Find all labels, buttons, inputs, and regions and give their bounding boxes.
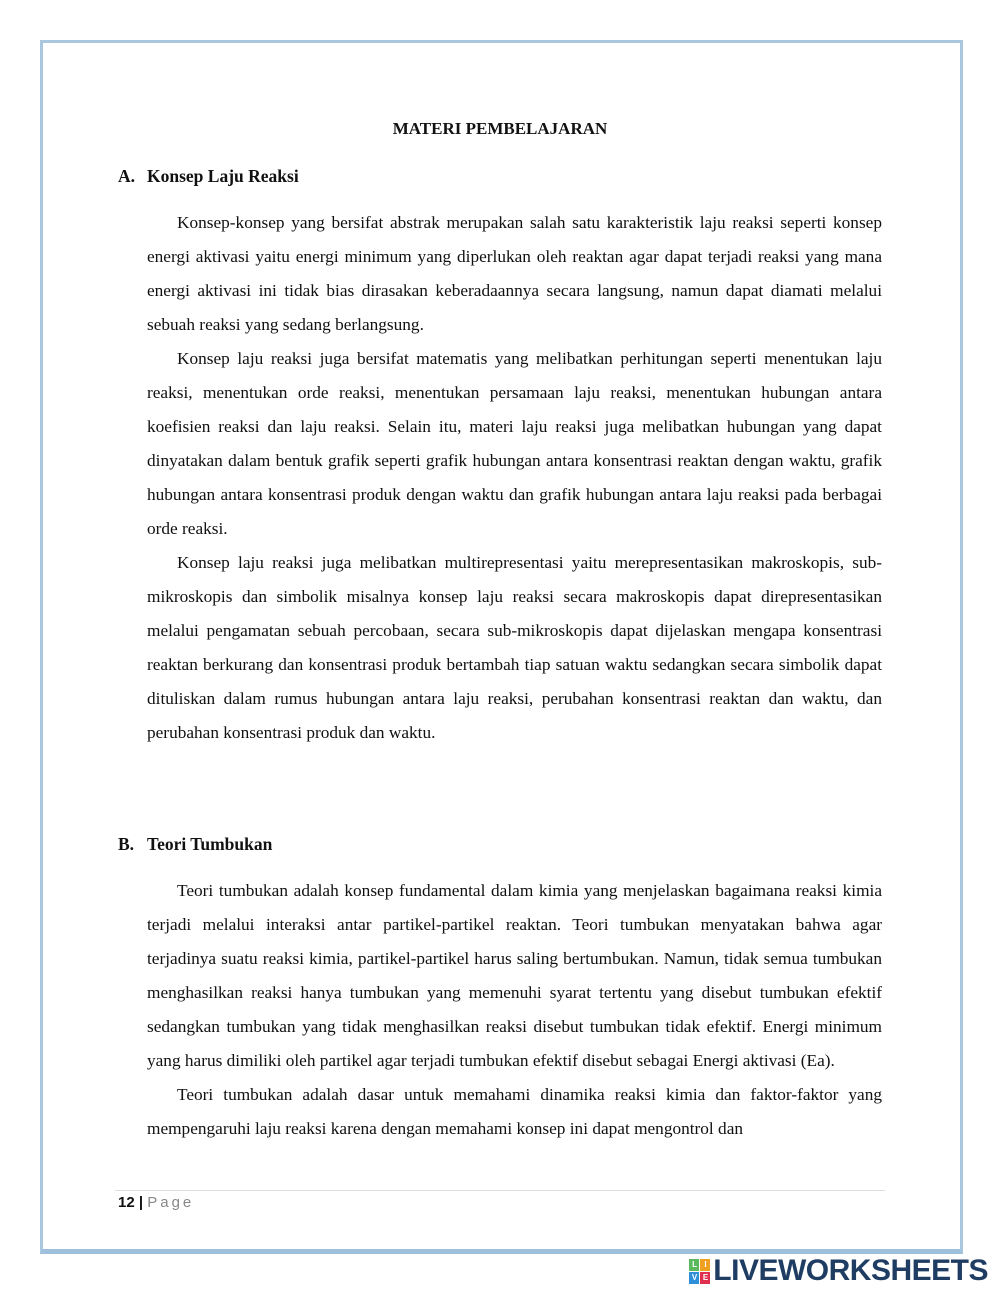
paragraph: Konsep laju reaksi juga bersifat matematis yang melibatkan perhitungan seperti menentukan laju reaksi, menentukan orde reaksi, menentukan persamaan laju reaksi, menentukan hubungan antara koefisien reaksi dan laju reaksi. Selain itu, materi laju reaksi juga melibatkan hubungan yang dapat dinyatakan dalam bentuk grafik seperti grafik hubungan antara konsentrasi reaktan dengan waktu, grafik hubungan antara konsentrasi produk dengan waktu dan grafik hubungan antara laju reaksi pada berbagai orde reaksi.: [147, 349, 882, 538]
section-a-body: [147, 206, 882, 750]
liveworksheets-logo: [689, 1254, 988, 1288]
footer-separator: |: [138, 1194, 144, 1211]
section-number: B.: [118, 834, 135, 854]
page-footer: [118, 1194, 194, 1211]
logo-letter: I: [700, 1259, 710, 1271]
logo-letter: L: [689, 1259, 699, 1271]
paragraph: Konsep-konsep yang bersifat abstrak merupakan salah satu karakteristik laju reaksi seperti konsep energi aktivasi yaitu energi minimum yang diperlukan oleh reaktan agar dapat terjadi reaksi yang mana energi aktivasi ini tidak bias dirasakan keberadaannya secara langsung, namun dapat diamati melalui sebuah reaksi yang sedang berlangsung.: [147, 213, 882, 334]
section-b-heading: [118, 834, 272, 855]
section-number: A.: [118, 166, 136, 186]
section-a-heading: [118, 166, 299, 187]
section-b-body: [147, 874, 882, 1146]
logo-letter: V: [689, 1272, 699, 1284]
logo-icon: [689, 1259, 710, 1284]
section-title: Teori Tumbukan: [147, 834, 273, 854]
paragraph: Konsep laju reaksi juga melibatkan multirepresentasi yaitu merepresentasikan makroskopis, sub-mikroskopis dan simbolik misalnya konsep laju reaksi secara makroskopis dapat direpresentasikan melalui pengamatan sebuah percobaan, secara sub-mikroskopis dapat dijelaskan mengapa konsentrasi reaktan berkurang dan konsentrasi produk bertambah tiap satuan waktu sedangkan secara simbolik dapat dituliskan dalam rumus hubungan antara laju reaksi, perubahan konsentrasi reaktan dan waktu, dan perubahan konsentrasi produk dan waktu.: [147, 553, 882, 742]
page-label: Page: [147, 1194, 195, 1211]
footer-divider: [115, 1190, 885, 1191]
page-number: 12: [118, 1194, 135, 1211]
paragraph: Teori tumbukan adalah dasar untuk memahami dinamika reaksi kimia dan faktor-faktor yang mempengaruhi laju reaksi karena dengan memahami konsep ini dapat mengontrol dan: [147, 1085, 882, 1138]
section-title: Konsep Laju Reaksi: [147, 166, 299, 186]
logo-letter: E: [700, 1272, 710, 1284]
logo-text: LIVEWORKSHEETS: [713, 1254, 988, 1287]
paragraph: Teori tumbukan adalah konsep fundamental dalam kimia yang menjelaskan bagaimana reaksi kimia terjadi melalui interaksi antar partikel-partikel reaktan. Teori tumbukan menyatakan bahwa agar terjadinya suatu reaksi kimia, partikel-partikel harus saling bertumbukan. Namun, tidak semua tumbukan menghasilkan reaksi hanya tumbukan yang memenuhi syarat tertentu yang disebut tumbukan efektif sedangkan tumbukan yang tidak menghasilkan reaksi disebut tumbukan tidak efektif. Energi minimum yang harus dimiliki oleh partikel agar terjadi tumbukan efektif disebut sebagai Energi aktivasi (Ea).: [147, 881, 882, 1070]
page-title: MATERI PEMBELAJARAN: [392, 119, 608, 138]
